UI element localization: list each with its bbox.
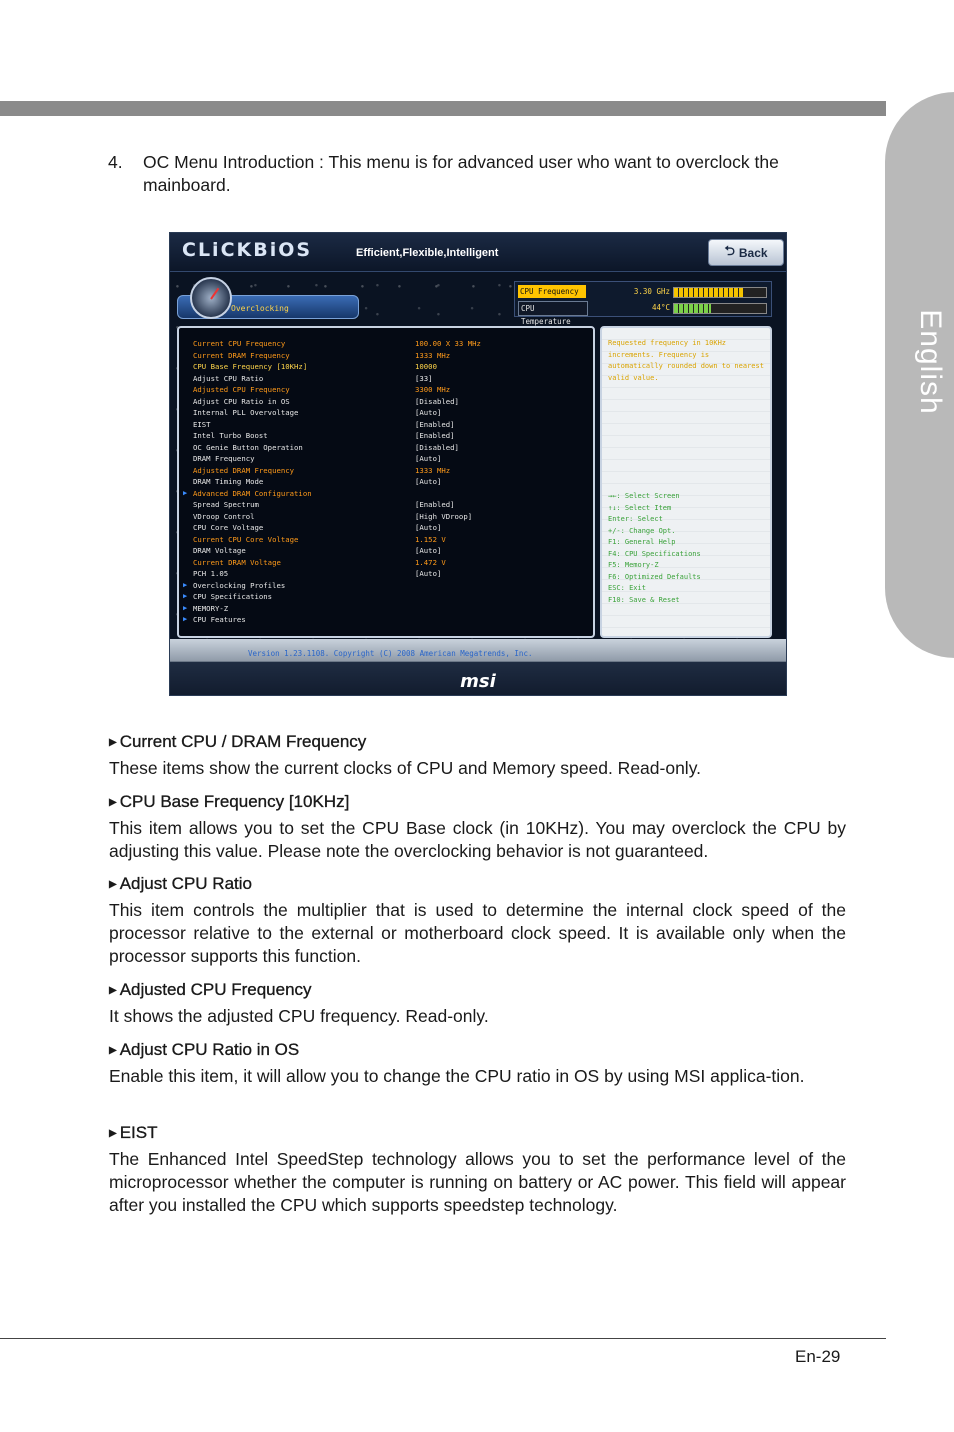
cpu-frequency-meter — [673, 287, 767, 298]
item-title: Current CPU / DRAM Frequency — [119, 732, 367, 751]
bios-menu-item-value: 1333 MHz — [415, 465, 451, 475]
triangle-bullet-icon: ▶ — [109, 1128, 117, 1139]
bios-menu-item[interactable] — [183, 591, 587, 603]
bios-menu-item-label: Current CPU Frequency — [193, 339, 286, 348]
meter-fill — [674, 288, 743, 297]
bios-menu-item[interactable] — [183, 534, 587, 546]
bios-menu-item-value: [Enabled] — [415, 431, 455, 440]
bios-menu-item[interactable] — [183, 499, 587, 511]
bios-menu-item-value: [High VDroop] — [415, 511, 473, 521]
bios-menu-item-value: [Auto] — [415, 408, 442, 417]
bios-menu-item-label: EIST — [193, 419, 211, 429]
bios-menu-item-label: Adjusted CPU Frequency — [193, 385, 290, 394]
bios-menu-item[interactable] — [183, 430, 587, 442]
bios-menu-item-label: Overclocking Profiles — [193, 580, 286, 590]
bios-menu-item[interactable] — [183, 476, 587, 488]
bios-version: Version 1.23.1108. Copyright (C) 2008 American Megatrends, Inc. — [248, 649, 533, 658]
bios-menu-item-label: VDroop Control — [193, 511, 255, 521]
back-button-label: Back — [738, 245, 768, 260]
item-title: Adjust CPU Ratio in OS — [119, 1040, 300, 1059]
submenu-arrow-icon: ▶ — [183, 592, 188, 600]
submenu-arrow-icon: ▶ — [183, 615, 188, 623]
bios-menu-item[interactable] — [183, 557, 587, 569]
triangle-bullet-icon: ▶ — [109, 737, 117, 748]
cpu-temperature-status — [518, 301, 768, 326]
bios-menu-item-value: 1333 MHz — [415, 350, 451, 360]
bios-menu-item-label: DRAM Voltage — [193, 546, 246, 555]
bios-logo: CLiCKBiOS — [182, 239, 313, 261]
intro-paragraph — [108, 151, 848, 197]
bios-menu-item-label: CPU Features — [193, 615, 246, 624]
bios-menu-item-label: Spread Spectrum — [193, 500, 259, 509]
item-title: CPU Base Frequency [10KHz] — [119, 792, 350, 811]
help-key-line: →←: Select Screen — [608, 492, 680, 500]
item-body: The Enhanced Intel SpeedStep technology allows you to set the performance level of the microprocessor whether the computer is running on battery or AC power. This field will appear after you installed the CPU which supports speedstep technology. — [109, 1149, 846, 1215]
bios-menu-item[interactable] — [183, 580, 587, 592]
bios-menu-item-label: CPU Base Frequency [10KHz] — [193, 362, 308, 371]
item-title: EIST — [119, 1123, 158, 1142]
status-value: 44°C — [651, 303, 670, 312]
help-key-line: +/-: Change Opt. — [608, 526, 676, 535]
oc-menu-panel — [177, 326, 595, 638]
bios-menu-item[interactable] — [183, 361, 587, 373]
bios-menu-item-value: [Auto] — [415, 546, 442, 555]
bios-tagline: Efficient,Flexible,Intelligent — [356, 247, 499, 259]
help-key-line: ↑↓: Select Item — [608, 503, 672, 512]
help-key-line: F6: Optimized Defaults — [608, 572, 701, 581]
back-button[interactable] — [708, 239, 784, 266]
back-arrow-icon: ⮌ — [724, 242, 735, 258]
bios-menu-item-value: [Auto] — [415, 569, 442, 578]
bios-menu-item[interactable] — [183, 419, 587, 431]
triangle-bullet-icon: ▶ — [109, 797, 117, 808]
bios-menu-item[interactable] — [183, 338, 587, 350]
item-body: This item allows you to set the CPU Base clock (in 10KHz). You may overclock the CPU by adjusting this value. Please note the overclocking behavior is not guaranteed. — [109, 818, 846, 861]
help-key-line: F1: General Help — [608, 538, 676, 546]
bios-menu-item-label: MEMORY-Z — [193, 603, 229, 613]
bios-menu-item[interactable] — [183, 350, 587, 362]
bios-menu-item-label: DRAM Timing Mode — [193, 477, 264, 486]
bios-menu-item[interactable] — [183, 373, 587, 385]
item-title: Adjust CPU Ratio — [119, 874, 252, 893]
bios-menu-item-label: Adjusted DRAM Frequency — [193, 465, 295, 475]
bios-menu-item-value: [Disabled] — [415, 442, 459, 452]
bios-menu-item[interactable] — [183, 384, 587, 396]
bios-menu-item-value: [Enabled] — [415, 500, 455, 509]
bios-menu-item[interactable] — [183, 465, 587, 477]
bios-menu-item[interactable] — [183, 603, 587, 615]
cpu-temperature-meter — [673, 303, 767, 314]
submenu-arrow-icon: ▶ — [183, 488, 188, 497]
status-monitor — [514, 281, 772, 326]
triangle-bullet-icon: ▶ — [109, 879, 117, 890]
bios-menu-item-value: 10000 — [415, 362, 437, 371]
bios-menu-item-value: [Auto] — [415, 454, 442, 463]
status-value: 3.30 GHz — [633, 287, 670, 296]
bios-menu-item-label: DRAM Frequency — [193, 454, 255, 463]
item-heading — [109, 792, 349, 812]
item-body: These items show the current clocks of CPU and Memory speed. Read-only. — [109, 758, 702, 778]
help-key-line: Enter: Select — [608, 515, 663, 523]
bios-menu-item[interactable] — [183, 453, 587, 465]
bios-menu-item-value: 100.00 X 33 MHz — [415, 339, 481, 348]
intro-text: OC Menu Introduction : This menu is for advanced user who want to overclock the mainboard. — [143, 152, 779, 195]
help-description: Requested frequency in 10KHz increments. Frequency is automatically rounded down to nearest valid value. — [608, 339, 764, 382]
footer-rule — [0, 1338, 886, 1339]
help-key-line: F5: Memory-Z — [608, 561, 659, 569]
intro-number: 4. — [108, 152, 123, 172]
bios-menu-item-value: 3300 MHz — [415, 385, 451, 394]
bios-menu-item-label: CPU Specifications — [193, 592, 273, 601]
item-body: This item controls the multiplier that is used to determine the internal clock speed of the processor relative to the external or motherboard clock speed. It is available only when the processor supports this function. — [109, 900, 846, 966]
bios-menu-item-value: 1.152 V — [415, 534, 446, 544]
bios-screenshot — [169, 232, 787, 696]
bios-menu-item-value: [33] — [415, 373, 433, 383]
bios-menu-item[interactable] — [183, 511, 587, 523]
item-heading — [109, 732, 366, 752]
speedometer-icon — [190, 277, 232, 319]
triangle-bullet-icon: ▶ — [109, 985, 117, 996]
triangle-bullet-icon: ▶ — [109, 1045, 117, 1056]
help-key-line: F4: CPU Specifications — [608, 549, 701, 558]
item-heading — [109, 980, 312, 1000]
item-heading — [109, 874, 252, 894]
bios-menu-item-label: Advanced DRAM Configuration — [193, 488, 312, 498]
language-label: English — [914, 309, 947, 415]
submenu-arrow-icon: ▶ — [183, 603, 188, 612]
bios-menu-item[interactable] — [183, 488, 587, 500]
bios-menu-item-label: Adjust CPU Ratio in OS — [193, 396, 290, 406]
status-label: CPU Frequency — [518, 285, 586, 298]
bios-menu-item-value: [Disabled] — [415, 396, 459, 406]
meter-fill — [674, 304, 711, 313]
bios-menu-item-label: Current DRAM Frequency — [193, 350, 290, 360]
bios-menu-item-label: Adjust CPU Ratio — [193, 373, 264, 383]
bios-menu-item[interactable] — [183, 407, 587, 419]
bios-menu-item[interactable] — [183, 522, 587, 534]
bios-menu-item-label: PCH 1.05 — [193, 569, 229, 578]
tab-overclocking-label: Overclocking — [231, 304, 289, 313]
bios-menu-item[interactable] — [183, 396, 587, 408]
bios-menu-item-label: Intel Turbo Boost — [193, 431, 268, 440]
bios-menu-item-label: Current CPU Core Voltage — [193, 534, 299, 544]
bios-menu-item-label: Current DRAM Voltage — [193, 557, 281, 567]
submenu-arrow-icon: ▶ — [183, 580, 188, 589]
page-number: En-29 — [795, 1347, 841, 1366]
help-key-line: ESC: Exit — [608, 584, 646, 592]
bios-menu-item-value: [Auto] — [415, 477, 442, 486]
item-heading — [109, 1040, 299, 1060]
bios-menu-item-value: [Auto] — [415, 523, 442, 532]
help-panel — [600, 326, 772, 638]
status-label: CPU Temperature — [518, 301, 588, 316]
bios-menu-item-label: Internal PLL Overvoltage — [193, 408, 299, 417]
item-body: It shows the adjusted CPU frequency. Read-only. — [109, 1006, 489, 1026]
msi-logo: msi — [460, 671, 496, 692]
bios-menu-item-value: 1.472 V — [415, 557, 446, 567]
help-key-line: F10: Save & Reset — [608, 595, 680, 604]
header-bar — [0, 101, 886, 116]
item-body: Enable this item, it will allow you to change the CPU ratio in OS by using MSI applica-tion. — [109, 1066, 805, 1086]
item-heading — [109, 1123, 158, 1143]
bios-menu-item[interactable] — [183, 568, 587, 580]
item-title: Adjusted CPU Frequency — [119, 980, 312, 999]
bios-menu-item-label: CPU Core Voltage — [193, 523, 264, 532]
bios-menu-item-label: OC Genie Button Operation — [193, 442, 303, 452]
bios-menu-item[interactable] — [183, 442, 587, 454]
bios-menu-item-value: [Enabled] — [415, 419, 455, 429]
bios-menu-item[interactable] — [183, 614, 587, 626]
bios-menu-item[interactable] — [183, 545, 587, 557]
cpu-frequency-status — [518, 285, 768, 298]
